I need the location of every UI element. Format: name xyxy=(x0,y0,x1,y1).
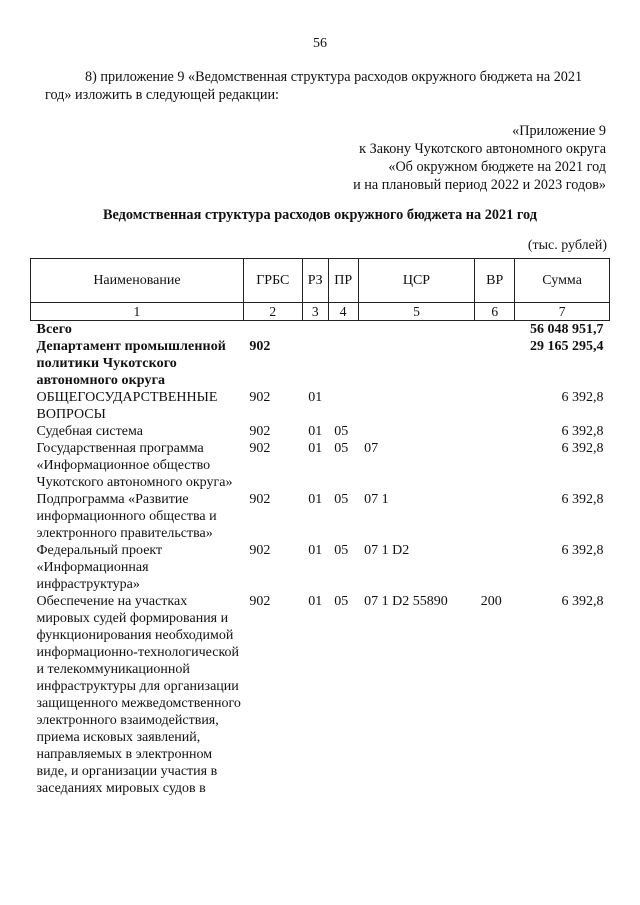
table-row xyxy=(31,321,610,339)
row-name: Судебная система xyxy=(36,424,143,439)
row-name: ОБЩЕГОСУДАРСТВЕННЫЕ ВОПРОСЫ xyxy=(36,390,218,422)
table-row xyxy=(31,593,610,797)
row-csr xyxy=(358,321,475,339)
header-vr: ВР xyxy=(475,259,515,303)
appendix-line: к Закону Чукотского автономного округа xyxy=(359,141,606,157)
row-vr xyxy=(475,491,515,542)
row-vr xyxy=(475,542,515,593)
column-number: 1 xyxy=(31,303,244,321)
row-rz xyxy=(302,321,328,339)
row-csr: 07 xyxy=(364,441,379,456)
row-sum: 6 392,8 xyxy=(561,543,604,558)
row-csr: 07 1 D2 xyxy=(364,543,410,558)
row-vr xyxy=(475,423,515,440)
row-grbs: 902 xyxy=(249,594,271,609)
row-name: Обеспечение на участках мировых судей формирования и функционирования необходимой информационно-технологической и телекоммуникационной инфраструктуры для организации защищенного межведомственного электронного взаимодействия, приема исковых заявлений, направляемых в электронном виде, и организации участия в заседаниях мировых судов в xyxy=(36,594,241,796)
row-pr xyxy=(328,321,358,339)
row-csr xyxy=(358,389,475,423)
header-grbs: ГРБС xyxy=(243,259,302,303)
row-pr: 05 xyxy=(334,441,349,456)
row-pr: 05 xyxy=(334,543,349,558)
row-name: Департамент промышленной политики Чукотского автономного округа xyxy=(36,339,226,388)
row-vr xyxy=(475,321,515,339)
header-rz: РЗ xyxy=(302,259,328,303)
row-grbs: 902 xyxy=(249,492,271,507)
row-grbs: 902 xyxy=(249,543,271,558)
row-pr: 05 xyxy=(334,594,349,609)
column-number: 5 xyxy=(358,303,475,321)
row-pr xyxy=(328,338,358,389)
row-pr: 05 xyxy=(334,492,349,507)
row-name: Всего xyxy=(36,322,72,337)
table-row xyxy=(31,440,610,491)
row-rz: 01 xyxy=(308,441,323,456)
header-name: Наименование xyxy=(31,259,244,303)
row-grbs: 902 xyxy=(249,339,271,354)
table-row xyxy=(31,389,610,423)
row-rz: 01 xyxy=(308,543,323,558)
table-row xyxy=(31,423,610,440)
column-number: 4 xyxy=(328,303,358,321)
row-grbs xyxy=(243,321,302,339)
row-rz xyxy=(302,338,328,389)
appendix-line: и на плановый период 2022 и 2023 годов» xyxy=(353,177,606,193)
row-vr xyxy=(475,440,515,491)
header-csr: ЦСР xyxy=(358,259,475,303)
row-pr xyxy=(328,389,358,423)
row-rz: 01 xyxy=(308,492,323,507)
row-grbs: 902 xyxy=(249,390,271,405)
row-sum: 29 165 295,4 xyxy=(530,339,604,354)
document-title: Ведомственная структура расходов окружного бюджета на 2021 год xyxy=(102,207,538,223)
row-csr: 07 1 xyxy=(364,492,389,507)
row-sum: 6 392,8 xyxy=(561,390,604,405)
units-label: (тыс. рублей) xyxy=(527,238,607,253)
header-pr: ПР xyxy=(328,259,358,303)
intro-paragraph xyxy=(45,68,611,104)
row-rz: 01 xyxy=(308,424,323,439)
row-csr xyxy=(358,338,475,389)
table-row xyxy=(31,542,610,593)
column-number-row xyxy=(31,303,610,321)
row-sum: 6 392,8 xyxy=(561,441,604,456)
header-sum: Сумма xyxy=(515,259,610,303)
row-name: Федеральный проект «Информационная инфраструктура» xyxy=(36,543,163,592)
row-sum: 6 392,8 xyxy=(561,424,604,439)
column-number: 6 xyxy=(475,303,515,321)
row-csr: 07 1 D2 55890 xyxy=(364,594,448,609)
row-sum: 6 392,8 xyxy=(561,594,604,609)
row-rz: 01 xyxy=(308,390,323,405)
row-grbs: 902 xyxy=(249,424,271,439)
row-vr xyxy=(475,338,515,389)
row-sum: 6 392,8 xyxy=(561,492,604,507)
appendix-line: «Приложение 9 xyxy=(512,123,606,139)
appendix-line: «Об окружном бюджете на 2021 год xyxy=(388,159,606,175)
row-sum: 56 048 951,7 xyxy=(530,322,604,337)
row-vr xyxy=(475,389,515,423)
row-grbs: 902 xyxy=(249,441,271,456)
row-pr: 05 xyxy=(334,424,349,439)
budget-table xyxy=(30,258,610,797)
table-row xyxy=(31,338,610,389)
table-header-row xyxy=(31,259,610,303)
row-csr xyxy=(358,423,475,440)
intro-line-1: 8) приложение 9 «Ведомственная структура расходов окружного бюджета на 2021 xyxy=(85,69,583,85)
column-number: 2 xyxy=(243,303,302,321)
table-row xyxy=(31,491,610,542)
column-number: 3 xyxy=(302,303,328,321)
column-number: 7 xyxy=(515,303,610,321)
row-vr: 200 xyxy=(480,594,502,609)
page-number: 56 xyxy=(313,36,327,51)
row-rz: 01 xyxy=(308,594,323,609)
intro-line-2: год» изложить в следующей редакции: xyxy=(45,87,279,103)
row-name: Подпрограмма «Развитие информационного общества и электронного правительства» xyxy=(36,492,217,541)
row-name: Государственная программа «Информационное общество Чукотского автономного округа» xyxy=(36,441,233,490)
appendix-reference xyxy=(353,122,606,194)
